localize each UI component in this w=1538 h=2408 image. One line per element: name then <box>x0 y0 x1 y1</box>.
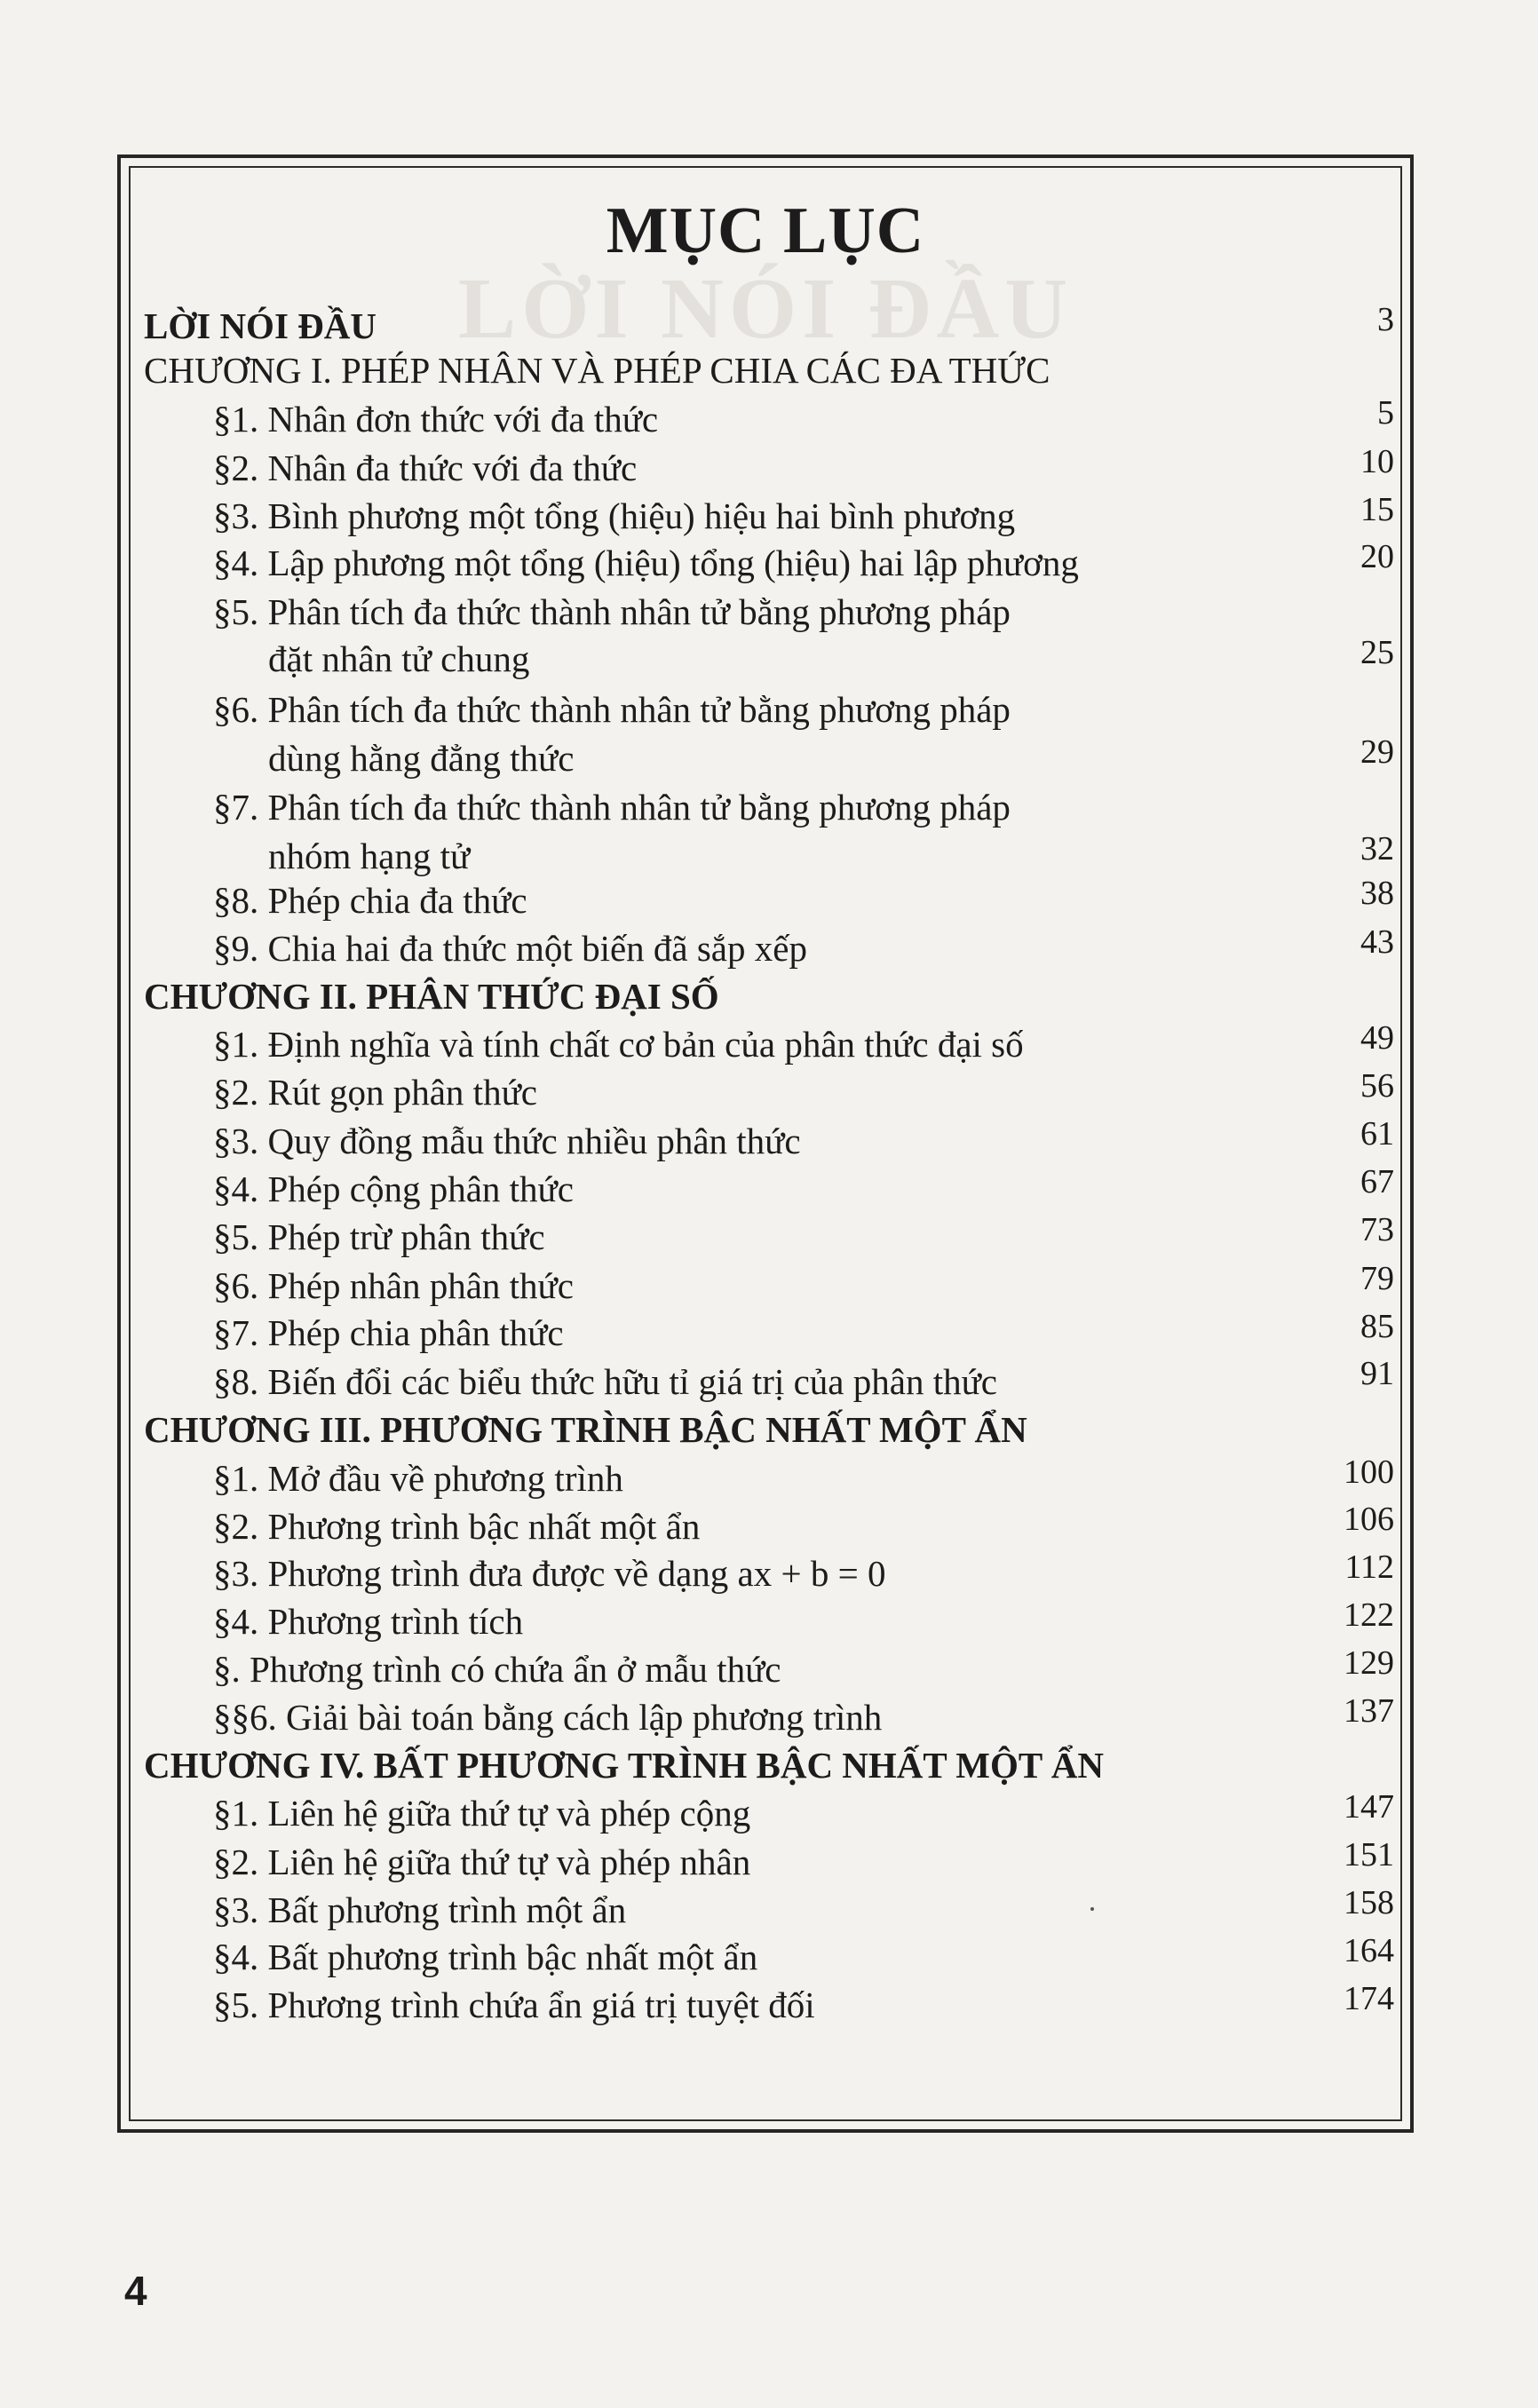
toc-entry-page: 61 <box>1360 1115 1394 1153</box>
toc-entry-label: §2. Liên hệ giữa thứ tự và phép nhân <box>213 1842 751 1882</box>
toc-entry-page: 67 <box>1360 1163 1394 1200</box>
page-number: 4 <box>124 2268 147 2314</box>
toc-entry-page: 147 <box>1344 1788 1394 1826</box>
toc-entry-page: 38 <box>1360 875 1394 912</box>
toc-entry-page: 20 <box>1360 538 1394 575</box>
toc-entry-label: §2. Rút gọn phân thức <box>213 1072 537 1113</box>
toc-entry-page: 137 <box>1344 1692 1394 1730</box>
toc-entry-page: 91 <box>1360 1355 1394 1392</box>
toc-entry-label: §3. Phương trình đưa được về dạng ax + b = 0 <box>213 1553 886 1594</box>
toc-entry-label: §. Phương trình có chứa ẩn ở mẫu thức <box>213 1649 781 1690</box>
toc-frame <box>117 154 1414 2133</box>
toc-entry-page: 25 <box>1360 634 1394 671</box>
page-title: MỤC LỤC <box>606 194 925 267</box>
toc-entry-page: 56 <box>1360 1067 1394 1105</box>
toc-entry-label: §1. Liên hệ giữa thứ tự và phép cộng <box>213 1793 751 1834</box>
toc-entry-label: §5. Phép trừ phân thức <box>213 1216 545 1257</box>
toc-entry-label: §6. Phép nhân phân thức <box>213 1265 574 1306</box>
toc-entry-page: 79 <box>1360 1260 1394 1297</box>
toc-entry-label: §1. Định nghĩa và tính chất cơ bản của phân thức đại số <box>213 1024 1024 1065</box>
toc-entry-label: CHƯƠNG I. PHÉP NHÂN VÀ PHÉP CHIA CÁC ĐA THỨC <box>144 350 1050 391</box>
toc-entry-page: 129 <box>1344 1644 1394 1682</box>
toc-entry-label: §9. Chia hai đa thức một biến đã sắp xếp <box>213 928 807 969</box>
toc-entry-label: §1. Nhân đơn thức với đa thức <box>213 399 659 440</box>
toc-entry-page: 85 <box>1360 1308 1394 1345</box>
toc-entry-page: 10 <box>1360 443 1394 480</box>
ink-dot <box>1090 1907 1094 1911</box>
toc-entry-page: 174 <box>1344 1980 1394 2017</box>
toc-entry-page: 158 <box>1344 1884 1394 1921</box>
toc-entry-label: §7. Phân tích đa thức thành nhân tử bằng phương pháp <box>213 787 1011 828</box>
toc-entry-page: 100 <box>1344 1454 1394 1491</box>
toc-entry-label: §5. Phương trình chứa ẩn giá trị tuyệt đối <box>213 1984 815 2025</box>
toc-entry-label: §4. Lập phương một tổng (hiệu) tổng (hiệu) hai lập phương <box>213 543 1079 583</box>
toc-entry-label: §3. Bất phương trình một ẩn <box>213 1889 627 1930</box>
toc-entry-label: §3. Bình phương một tổng (hiệu) hiệu hai bình phương <box>213 495 1016 536</box>
toc-entry-page: 112 <box>1344 1549 1394 1586</box>
toc-entry-label: dùng hằng đẳng thức <box>268 738 575 779</box>
toc-entry-label: §2. Nhân đa thức với đa thức <box>213 448 638 488</box>
toc-entry-label: §7. Phép chia phân thức <box>213 1312 564 1353</box>
toc-entry-page: 15 <box>1360 491 1394 528</box>
toc-entry-label: §4. Bất phương trình bậc nhất một ẩn <box>213 1937 758 1977</box>
toc-entry-label: §6. Phân tích đa thức thành nhân tử bằng phương pháp <box>213 689 1011 730</box>
toc-entry-page: 49 <box>1360 1019 1394 1057</box>
toc-entry-page: 3 <box>1377 301 1394 338</box>
toc-entry-page: 151 <box>1344 1836 1394 1873</box>
toc-entry-label: §5. Phân tích đa thức thành nhân tử bằng phương pháp <box>213 591 1011 632</box>
toc-entry-page: 43 <box>1360 923 1394 961</box>
toc-entry-page: 73 <box>1360 1211 1394 1248</box>
toc-entry-page: 32 <box>1360 830 1394 867</box>
toc-entry-label: CHƯƠNG II. PHÂN THỨC ĐẠI SỐ <box>144 976 719 1017</box>
toc-entry-label: §2. Phương trình bậc nhất một ẩn <box>213 1506 701 1547</box>
toc-entry-label: §4. Phương trình tích <box>213 1601 524 1642</box>
toc-entry-label: §3. Quy đồng mẫu thức nhiều phân thức <box>213 1121 801 1161</box>
toc-entry-page: 164 <box>1344 1932 1394 1969</box>
bleed-through-heading: LỜI NÓI ĐẦU <box>457 261 1074 357</box>
toc-entry-label: §1. Mở đầu về phương trình <box>213 1458 623 1499</box>
toc-entry-label: CHƯƠNG IV. BẤT PHƯƠNG TRÌNH BẬC NHẤT MỘT ẨN <box>144 1745 1104 1786</box>
toc-entry-page: 122 <box>1344 1596 1394 1634</box>
toc-entry-label: LỜI NÓI ĐẦU <box>144 305 377 346</box>
toc-entry-page: 106 <box>1344 1501 1394 1538</box>
toc-entry-label: §8. Phép chia đa thức <box>213 880 527 921</box>
toc-entry-page: 5 <box>1377 394 1394 432</box>
toc-entry-label: đặt nhân tử chung <box>268 638 530 679</box>
toc-entry-page: 29 <box>1360 733 1394 771</box>
toc-entry-label: §§6. Giải bài toán bằng cách lập phương trình <box>213 1697 883 1738</box>
toc-entry-label: §4. Phép cộng phân thức <box>213 1168 574 1209</box>
toc-entry-label: CHƯƠNG III. PHƯƠNG TRÌNH BẬC NHẤT MỘT ẨN <box>144 1409 1027 1450</box>
toc-entry-label: §8. Biến đổi các biểu thức hữu tỉ giá trị của phân thức <box>213 1361 998 1402</box>
toc-entry-label: nhóm hạng tử <box>268 836 471 876</box>
